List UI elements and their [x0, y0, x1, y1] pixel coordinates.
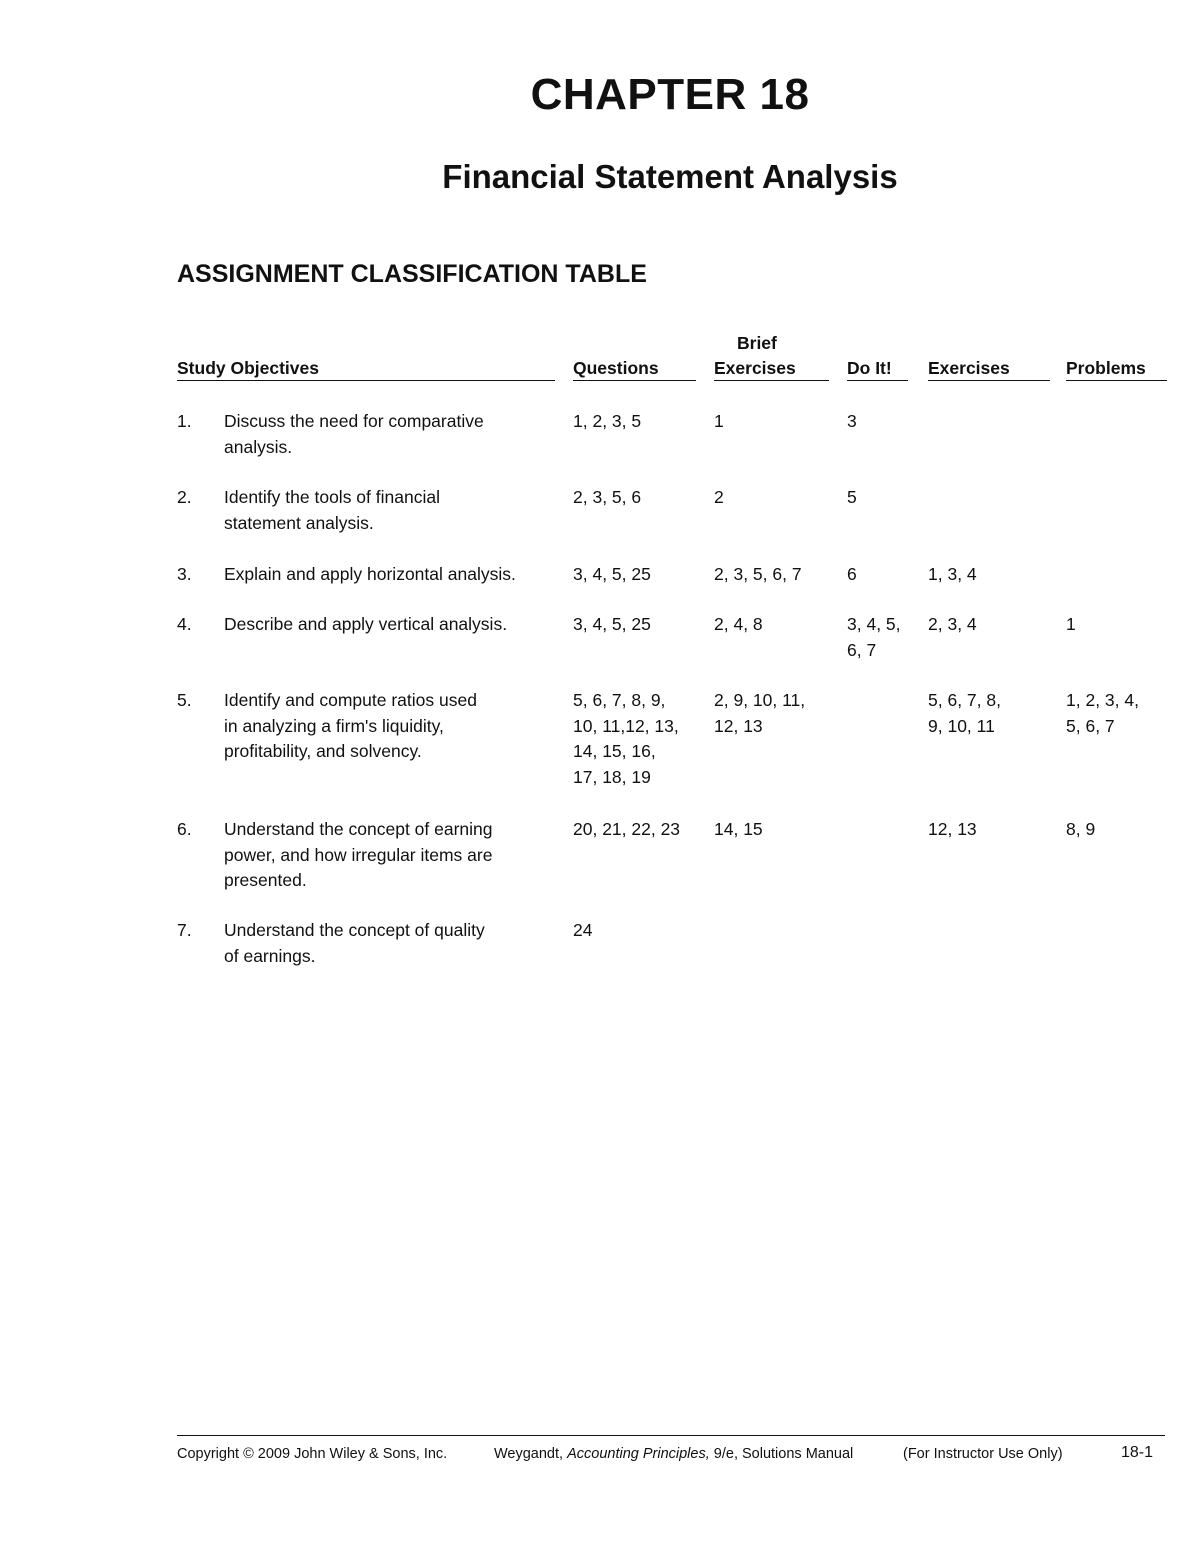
brief-exercises-cell: 1 — [714, 411, 724, 431]
objective-number: 5. — [177, 690, 192, 710]
objective-number: 2. — [177, 487, 192, 507]
objective-text: Describe and apply vertical analysis. — [224, 614, 508, 634]
footer-book-info — [494, 1446, 853, 1462]
objective-text: Identify the tools of financial statement analysis. — [224, 487, 440, 533]
header-brief-top: Brief — [737, 333, 777, 353]
objective-text: Identify and compute ratios used in analyzing a firm's liquidity, profitability, and solvency. — [224, 690, 477, 761]
brief-exercises-cell: 2 — [714, 487, 724, 507]
footer-book-title: Accounting Principles, — [567, 1446, 710, 1462]
objective-text: Understand the concept of quality of earnings. — [224, 920, 485, 966]
header-underline — [847, 380, 908, 381]
header-exercises: Exercises — [928, 358, 1010, 378]
questions-cell: 1, 2, 3, 5 — [573, 411, 642, 431]
problems-cell: 8, 9 — [1066, 819, 1096, 839]
do-it-cell: 3 — [847, 411, 857, 431]
chapter-title: CHAPTER 18 — [530, 70, 810, 119]
objective-number: 1. — [177, 411, 192, 431]
objective-number: 6. — [177, 819, 192, 839]
questions-cell: 24 — [573, 920, 593, 940]
header-underline — [177, 380, 555, 381]
footer-rule — [177, 1435, 1165, 1436]
header-do-it: Do It! — [847, 358, 892, 378]
objective-text: Discuss the need for comparative analysis. — [224, 411, 484, 457]
header-brief-exercises: Exercises — [714, 358, 796, 378]
do-it-cell: 6 — [847, 564, 857, 584]
questions-cell: 5, 6, 7, 8, 9, 10, 11,12, 13, 14, 15, 16, 17, 18, 19 — [573, 690, 679, 787]
do-it-cell: 3, 4, 5, 6, 7 — [847, 614, 901, 660]
header-underline — [573, 380, 696, 381]
brief-exercises-cell: 2, 3, 5, 6, 7 — [714, 564, 802, 584]
header-underline — [928, 380, 1050, 381]
section-heading: ASSIGNMENT CLASSIFICATION TABLE — [177, 260, 647, 288]
page-number: 18-1 — [1121, 1444, 1154, 1461]
header-questions: Questions — [573, 358, 659, 378]
questions-cell: 3, 4, 5, 25 — [573, 564, 651, 584]
footer-edition: 9/e, Solutions Manual — [713, 1446, 854, 1462]
problems-cell: 1, 2, 3, 4, 5, 6, 7 — [1066, 690, 1139, 736]
objective-number: 3. — [177, 564, 192, 584]
do-it-cell: 5 — [847, 487, 857, 507]
footer-note: (For Instructor Use Only) — [903, 1446, 1063, 1462]
objective-number: 7. — [177, 920, 192, 940]
objective-text: Explain and apply horizontal analysis. — [224, 564, 516, 584]
questions-cell: 2, 3, 5, 6 — [573, 487, 642, 507]
brief-exercises-cell: 2, 4, 8 — [714, 614, 763, 634]
header-underline — [714, 380, 829, 381]
exercises-cell: 5, 6, 7, 8, 9, 10, 11 — [928, 690, 1001, 736]
header-problems: Problems — [1066, 358, 1146, 378]
chapter-subtitle: Financial Statement Analysis — [442, 158, 898, 195]
brief-exercises-cell: 14, 15 — [714, 819, 763, 839]
header-study-objectives: Study Objectives — [177, 358, 319, 378]
footer-copyright: Copyright © 2009 John Wiley & Sons, Inc. — [177, 1446, 448, 1462]
header-underline — [1066, 380, 1167, 381]
questions-cell: 20, 21, 22, 23 — [573, 819, 681, 839]
brief-exercises-cell: 2, 9, 10, 11, 12, 13 — [714, 690, 806, 736]
problems-cell: 1 — [1066, 614, 1076, 634]
exercises-cell: 1, 3, 4 — [928, 564, 977, 584]
questions-cell: 3, 4, 5, 25 — [573, 614, 651, 634]
exercises-cell: 12, 13 — [928, 819, 977, 839]
objective-number: 4. — [177, 614, 192, 634]
exercises-cell: 2, 3, 4 — [928, 614, 977, 634]
footer-author: Weygandt, — [494, 1446, 564, 1462]
objective-text: Understand the concept of earning power, and how irregular items are presented. — [224, 819, 493, 890]
